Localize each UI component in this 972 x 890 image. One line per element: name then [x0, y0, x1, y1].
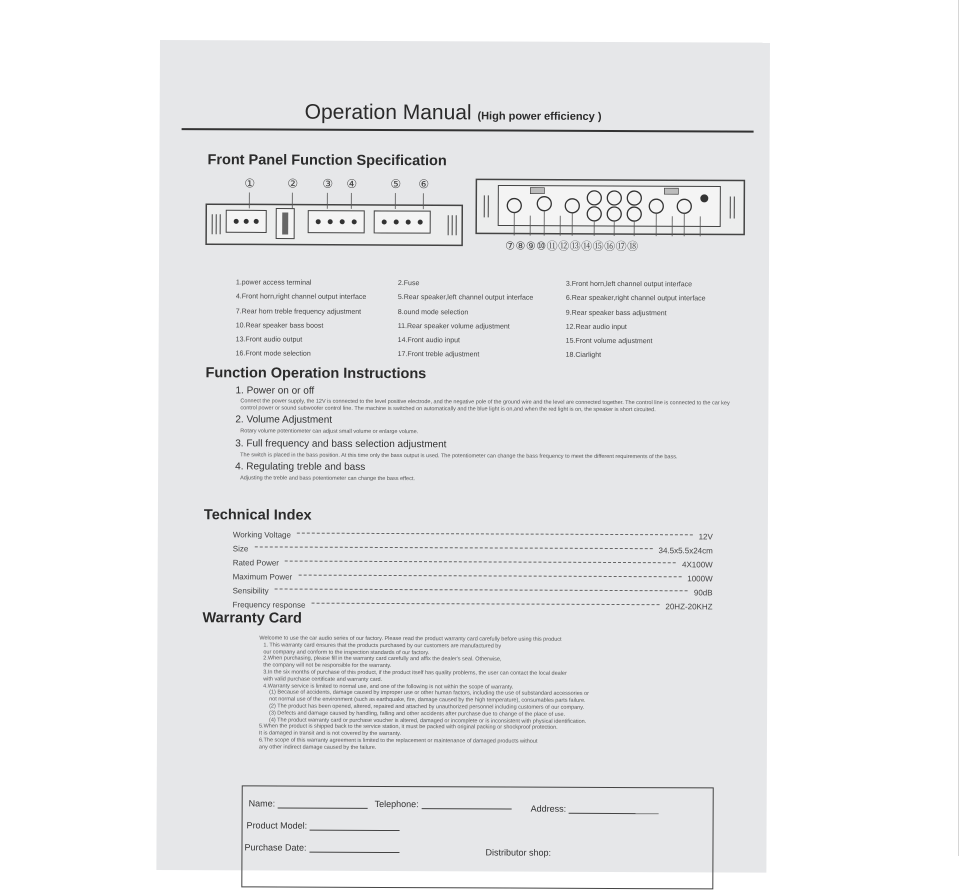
warranty-line: 4.Warranty service is limited to normal use, and one of the following is not within the scope of warranty. [259, 683, 719, 692]
front-panel-left-diagram [204, 174, 466, 265]
warranty-line: with valid purchase certificate and warranty card. [259, 676, 719, 685]
tech-leader [254, 546, 652, 549]
instruction-text: Rotary volume potentiometer can adjust small volume or enlarge volume. [240, 428, 730, 437]
marker-3: ③ [322, 177, 333, 191]
marker-13: ⑬ [570, 241, 582, 253]
marker-5: ⑤ [390, 177, 401, 191]
marker-4: ④ [346, 177, 357, 191]
function-list [236, 276, 756, 364]
model-label: Product Model: [247, 820, 308, 830]
manual-title [305, 101, 602, 126]
function-item: 13.Front audio output [236, 334, 398, 349]
function-item: 14.Front audio input [398, 334, 566, 349]
instructions-list [235, 385, 730, 484]
function-item: 10.Rear speaker bass boost [236, 319, 398, 334]
telephone-line [421, 799, 511, 809]
right-panel-drawing [474, 175, 749, 246]
function-item: 12.Rear audio input [566, 321, 756, 336]
warranty-line: our company and conform to the inspection standards of our factory. [259, 649, 719, 658]
function-item: 16.Front mode selection [236, 348, 398, 363]
marker-1: ① [244, 176, 255, 190]
tech-value: 12V [699, 532, 713, 541]
function-item: 7.Rear horn treble frequency adjustment [236, 305, 398, 320]
function-item: 2.Fuse [398, 277, 566, 292]
warranty-line: (3) Defects and damage caused by handling, falling and other accidents after purchase due to change of the place of use. [259, 710, 719, 719]
instruction-title: 3. Full frequency and bass selection adjustment [235, 438, 730, 451]
function-item: 3.Front horn,left channel output interface [566, 278, 756, 293]
function-item: 15.Front volume adjustment [566, 335, 756, 350]
warranty-line: Welcome to use the car audio series of our factory. Please read the product warranty card carefully before using this product [259, 635, 719, 644]
date-field[interactable] [244, 842, 399, 853]
name-label: Name: [249, 798, 276, 808]
page-right-border [958, 0, 959, 856]
tech-row [233, 597, 713, 613]
function-item: 8.ound mode selection [398, 306, 566, 321]
tech-leader [311, 602, 659, 605]
right-markers [505, 238, 639, 255]
telephone-field[interactable] [375, 799, 512, 810]
instruction-text: Adjusting the treble and bass potentiometer can change the bass effect. [240, 475, 730, 484]
warranty-line: the company will not be responsible for the warranty. [259, 663, 719, 672]
marker-2: ② [287, 177, 298, 191]
title-text: Operation Manual [305, 101, 472, 125]
warranty-heading: Warranty Card [202, 610, 301, 626]
telephone-label: Telephone: [375, 799, 419, 809]
tech-value: 1000W [687, 574, 712, 583]
tech-label: Frequency response [233, 600, 306, 609]
marker-8: ⑧ [515, 241, 525, 253]
date-line [309, 843, 399, 853]
front-panel-right-diagram [474, 175, 749, 276]
function-item: 4.Front horn,right channel output interface [236, 291, 398, 306]
address-line [569, 804, 659, 814]
marker-15: ⑮ [593, 241, 605, 253]
address-field[interactable] [531, 804, 659, 815]
tech-label: Size [233, 544, 249, 553]
tech-value: 34.5x5.5x24cm [658, 546, 712, 555]
warranty-form [241, 785, 713, 889]
function-item: 9.Rear speaker bass adjustment [566, 306, 756, 321]
instruction-title: 2. Volume Adjustment [235, 414, 730, 427]
marker-18: ⑱ [627, 241, 639, 253]
warranty-line: 5.When the product is shipped back to the service station, it must be packed with original packing or shockproof protection. [259, 724, 719, 733]
technical-table [233, 527, 713, 613]
tech-leader [275, 588, 688, 591]
tech-leader [297, 532, 693, 535]
model-line [310, 821, 400, 831]
marker-9: ⑨ [526, 241, 536, 253]
tech-label: Rated Power [233, 558, 279, 567]
warranty-line: 3.In the six months of purchase of this product, if the product itself has quality problems, the user can contact the local dealer [259, 669, 719, 678]
instruction-text: The switch is placed in the bass position. At this time only the bass output is used. The potentiometer can change the bass frequency to meet the different requirements of the bass. [240, 452, 730, 461]
warranty-line: 6.The scope of this warranty agreement is limited to the replacement or maintenance of damaged products without [259, 737, 719, 746]
tech-value: 90dB [694, 588, 713, 597]
warranty-line: It is damaged in transit and is not covered by the warranty. [259, 731, 719, 740]
warranty-line: (4) The product warranty card or purchase voucher is altered, damaged or incomplete or is inconsistent with physical identification. [259, 717, 719, 726]
instruction-title: 4. Regulating treble and bass [235, 461, 730, 474]
title-subtitle: (High power efficiency ) [477, 110, 601, 123]
warranty-line: not normal use of the environment (such as earthquake, fire, damage caused by the high temperature), consumables parts failure. [259, 697, 719, 706]
marker-12: ⑫ [558, 241, 570, 253]
warranty-line: (2) The product has been opened, altered, repaired and attached by unauthorized personnel including customers of our company. [259, 703, 719, 712]
marker-11: ⑪ [547, 241, 559, 253]
distributor-label: Distributor shop: [485, 847, 551, 857]
instructions-heading: Function Operation Instructions [206, 365, 427, 382]
technical-heading: Technical Index [204, 507, 312, 523]
tech-leader [285, 560, 676, 563]
manual-sheet [156, 40, 770, 873]
marker-10: ⑩ [536, 241, 546, 253]
marker-14: ⑭ [581, 241, 593, 253]
marker-16: ⑯ [604, 241, 616, 253]
model-field[interactable] [247, 820, 400, 831]
tech-label: Sensibility [233, 586, 269, 595]
warranty-text [259, 635, 719, 753]
function-item: 18.Ciarlight [566, 349, 756, 364]
warranty-line: any other indirect damage caused by the failure. [259, 744, 719, 753]
marker-17: ⑰ [616, 241, 628, 253]
function-item: 1.power access terminal [236, 276, 398, 291]
front-panel-heading: Front Panel Function Specification [207, 152, 446, 169]
tech-value: 20HZ-20KHZ [665, 602, 712, 611]
left-panel-drawing [204, 192, 466, 263]
marker-6: ⑥ [418, 177, 429, 191]
distributor-field[interactable] [485, 847, 551, 857]
warranty-line: 1. This warranty card ensures that the products purchased by our customers are manufactured by [259, 642, 719, 651]
date-label: Purchase Date: [244, 842, 306, 852]
name-line [278, 799, 368, 809]
tech-leader [298, 574, 681, 577]
name-field[interactable] [249, 798, 368, 809]
warranty-line: 2.When purchasing, please fill in the warranty card carefully and affix the dealer's seal. Otherwise, [259, 656, 719, 665]
function-item: 11.Rear speaker volume adjustment [398, 320, 566, 335]
instruction-title: 1. Power on or off [235, 385, 730, 398]
title-rule [182, 128, 754, 132]
tech-label: Maximum Power [233, 572, 293, 581]
address-label: Address: [531, 804, 567, 814]
function-item: 6.Rear speaker,right channel output interface [566, 292, 756, 307]
tech-label: Working Voltage [233, 530, 291, 539]
tech-value: 4X100W [682, 560, 713, 569]
function-item: 5.Rear speaker,left channel output interface [398, 291, 566, 306]
instruction-text: Connect the power supply, the 12V is connected to the level positive electrode, and the negative pole of the ground wire and the level are connected together. The control line is connected to the car key control power or sound subwoofer control line. The machine is switched on automatically and the blue light is on,and when the red light is on, the speaker is short circuited. [240, 398, 730, 413]
marker-7: ⑦ [505, 241, 515, 253]
function-item: 17.Front treble adjustment [398, 349, 566, 364]
warranty-line: (1) Because of accidents, damage caused by improper use or other human factors, including the use of substandard accessories or [259, 690, 719, 699]
